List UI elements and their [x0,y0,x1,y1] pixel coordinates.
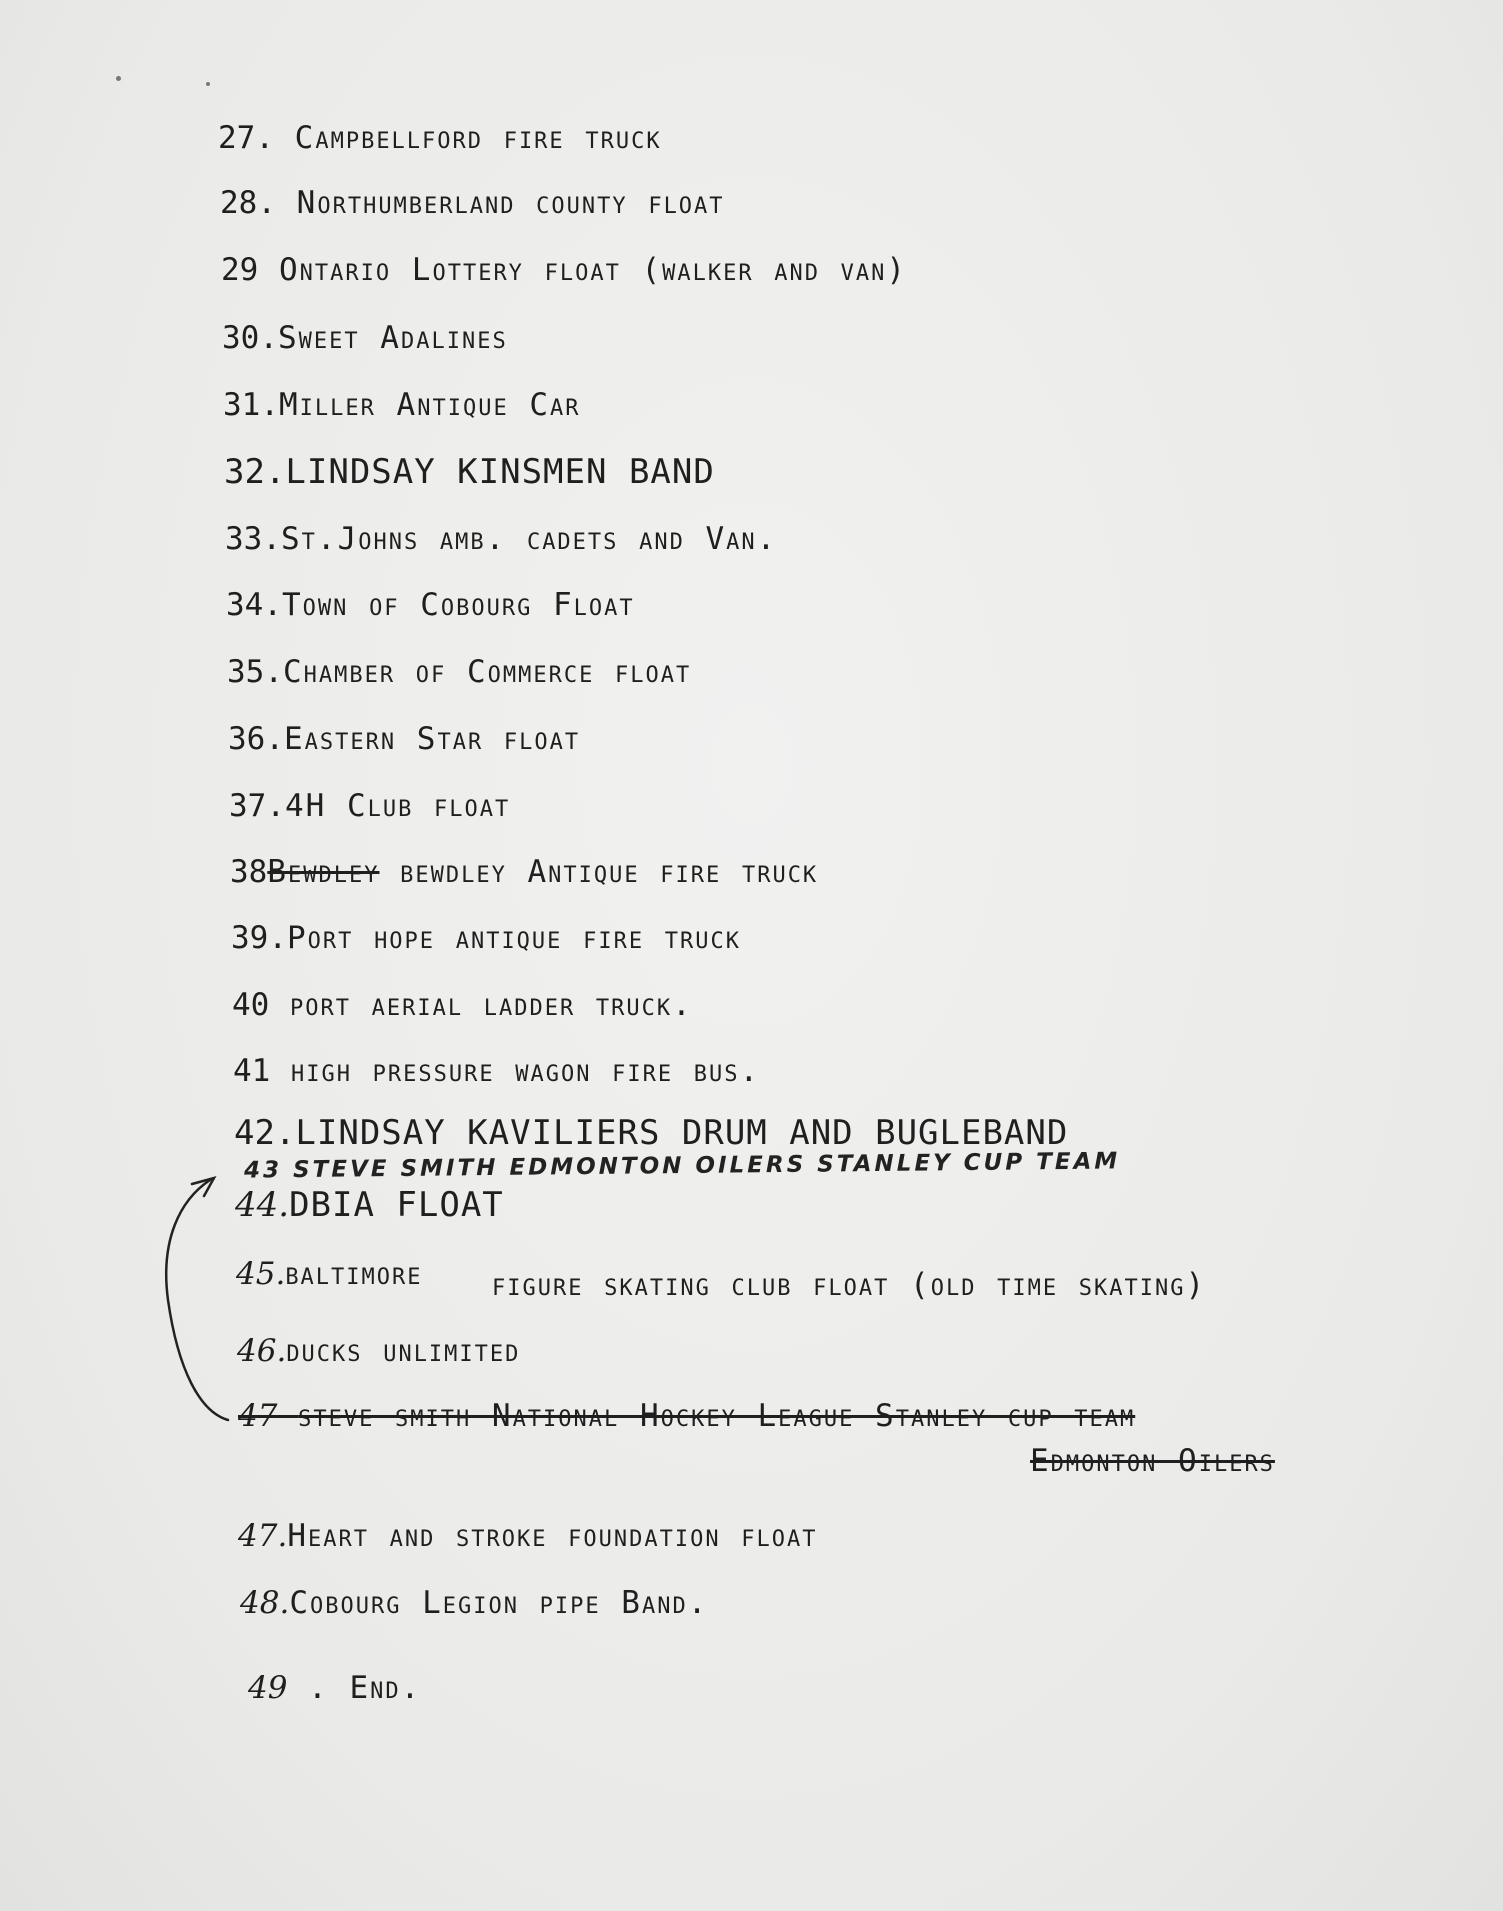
item-number: 49 [248,1670,288,1706]
item-text: figure skating club float (old time skating) [492,1267,1207,1303]
list-item [234,1113,1068,1153]
item-text: Miller Antique Car [279,387,581,423]
list-item [228,721,580,757]
paper-speck [206,82,210,86]
item-number: 39. [231,920,287,956]
list-item [220,185,725,221]
item-text: Town of Cobourg Float [282,587,635,623]
list-item [218,120,662,156]
list-item [222,320,508,356]
item-text: 4H Club float [285,788,511,824]
item-number: 46. [237,1333,287,1369]
item-text: Port hope antique fire truck [287,920,741,956]
list-item [248,1670,421,1706]
item-text: LINDSAY KAVILIERS DRUM AND BUGLEBAND [295,1113,1069,1153]
item-number: 47. [238,1518,288,1554]
item-number: 44. [235,1185,290,1225]
list-item [223,387,581,423]
item-number: 27. [218,120,274,156]
list-item [238,1518,818,1554]
item-text: DBIA FLOAT [289,1185,504,1225]
item-number: 31. [223,387,279,423]
list-item [224,452,715,492]
item-text: Eastern Star float [284,721,581,757]
item-number: 40 [232,987,270,1023]
item-text: Chamber of Commerce float [283,654,692,690]
item-text: . End. [308,1670,422,1706]
item-number: 38 [230,854,268,890]
item-number: 30. [222,320,278,356]
list-item [232,987,693,1023]
list-item [231,920,741,956]
list-item [230,854,818,890]
item-number: 32. [224,452,286,492]
item-text: St.Johns amb. cadets and Van. [281,521,778,557]
item-number: 48. [240,1585,290,1621]
list-item [225,521,777,557]
handwritten-insert: 43 STEVE SMITH EDMONTON OILERS STANLEY CUP TEAM [243,1148,1121,1184]
item-number: 35. [227,654,283,690]
item-text: Heart and stroke foundation float [287,1518,818,1554]
item-number: 33. [225,521,281,557]
item-text: ducks unlimited [286,1333,521,1369]
list-item [229,788,510,824]
list-item-continuation [492,1267,1206,1303]
item-number: 29 [221,252,259,288]
list-item-struck [238,1398,1135,1434]
item-text: baltimore [285,1256,423,1292]
list-item [221,252,907,288]
list-item [226,587,635,623]
item-number: 28. [220,185,276,221]
item-text: steve smith National Hockey League Stanley cup team [298,1398,1136,1434]
item-text: high pressure wagon fire bus. [291,1053,761,1089]
item-text: Edmonton Oilers [1030,1443,1275,1479]
item-text: bewdley Antique fire truck [379,854,819,890]
item-number: 41 [233,1053,271,1089]
struck-text: Bewdley [267,854,380,890]
item-number: 45. [236,1256,286,1292]
item-text: Campbellford fire truck [294,120,662,156]
list-item [233,1053,760,1089]
item-text: Ontario Lottery float (walker and van) [279,252,908,288]
item-text: Northumberland county float [296,185,725,221]
item-text: port aerial ladder truck. [290,987,693,1023]
item-number: 47 [238,1398,278,1434]
list-item [235,1185,504,1225]
item-number: 34. [226,587,282,623]
list-item [237,1333,520,1369]
item-text: Cobourg Legion pipe Band. [289,1585,709,1621]
item-text: Sweet Adalines [278,320,508,356]
item-number: 42. [234,1113,296,1153]
item-text: LINDSAY KINSMEN BAND [285,452,715,492]
list-item-struck [1030,1443,1275,1479]
list-item [240,1585,708,1621]
paper-speck [116,76,121,81]
item-number: 37. [229,788,285,824]
item-number: 36. [228,721,284,757]
list-item [236,1256,423,1292]
list-item [227,654,691,690]
